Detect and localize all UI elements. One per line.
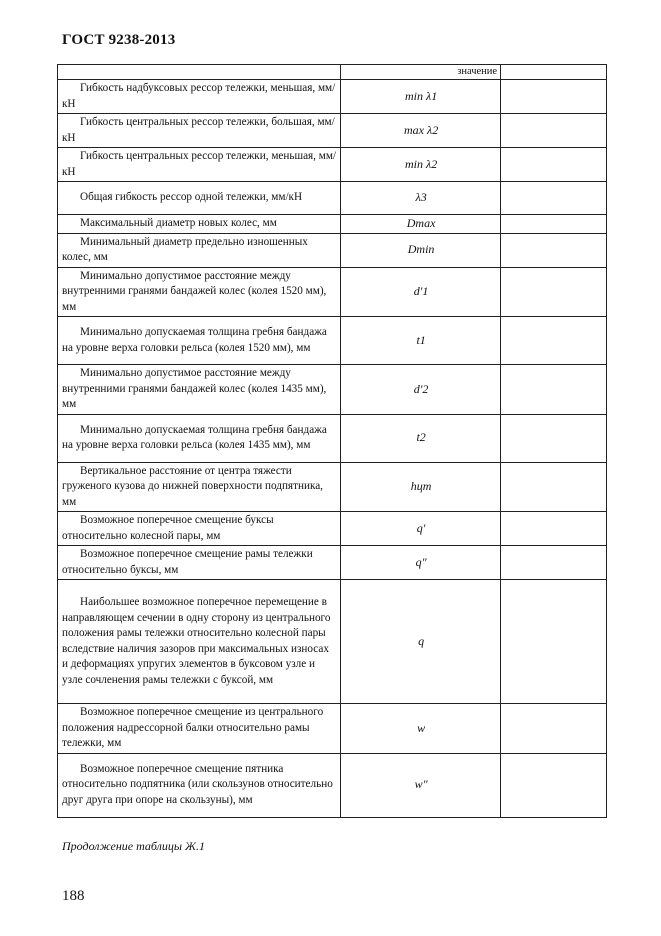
row-symbol: w (341, 704, 501, 754)
row-value (501, 753, 607, 817)
table-row (58, 546, 607, 580)
row-value (501, 267, 607, 317)
row-symbol: t2 (341, 414, 501, 462)
table-row (58, 753, 607, 817)
table-row (58, 414, 607, 462)
table-row (58, 233, 607, 267)
row-label: Минимальный диаметр предельно изношенных колес, мм (58, 233, 341, 267)
row-symbol: q (341, 580, 501, 704)
row-label: Общая гибкость рессор одной тележки, мм/кН (58, 182, 341, 215)
row-value (501, 546, 607, 580)
page-number: 188 (62, 888, 85, 904)
row-symbol: λ3 (341, 182, 501, 215)
document-header: ГОСТ 9238-2013 (62, 32, 176, 48)
row-label: Минимально допускаемая толщина гребня бандажа на уровне верха головки рельса (колея 1435 мм), мм (58, 414, 341, 462)
table-row (58, 215, 607, 234)
row-label: Минимально допускаемая толщина гребня бандажа на уровне верха головки рельса (колея 1520 мм), мм (58, 317, 341, 365)
table-row (58, 317, 607, 365)
row-value (501, 414, 607, 462)
row-symbol: Dmax (341, 215, 501, 234)
row-label: Максимальный диаметр новых колес, мм (58, 215, 341, 234)
row-value (501, 215, 607, 234)
table-row (58, 182, 607, 215)
row-symbol: Dmin (341, 233, 501, 267)
row-value (501, 114, 607, 148)
value-column-header: значение (341, 65, 501, 80)
table-row (58, 365, 607, 415)
table-row (58, 267, 607, 317)
row-symbol: min λ2 (341, 148, 501, 182)
row-value (501, 704, 607, 754)
row-label: Минимально допустимое расстояние между внутренними гранями бандажей колес (колея 1435 мм), мм (58, 365, 341, 415)
row-label: Вертикальное расстояние от центра тяжести груженого кузова до нижней поверхности подпятника, мм (58, 462, 341, 512)
row-value (501, 580, 607, 704)
table-row (58, 462, 607, 512)
row-value (501, 365, 607, 415)
row-label: Гибкость центральных рессор тележки, меньшая, мм/кН (58, 148, 341, 182)
row-label: Возможное поперечное смещение буксы относительно колесной пары, мм (58, 512, 341, 546)
row-symbol: t1 (341, 317, 501, 365)
row-value (501, 512, 607, 546)
row-value (501, 317, 607, 365)
row-label: Гибкость надбуксовых рессор тележки, меньшая, мм/кН (58, 80, 341, 114)
row-symbol: hцт (341, 462, 501, 512)
row-value (501, 233, 607, 267)
table-row (58, 580, 607, 704)
row-symbol: q′ (341, 512, 501, 546)
table-row (58, 80, 607, 114)
table-row (58, 114, 607, 148)
table-continuation-note: Продолжение таблицы Ж.1 (62, 839, 206, 853)
row-symbol: max λ2 (341, 114, 501, 148)
row-symbol: min λ1 (341, 80, 501, 114)
row-symbol: w″ (341, 753, 501, 817)
row-symbol: d′2 (341, 365, 501, 415)
row-value (501, 148, 607, 182)
row-label: Наибольшее возможное поперечное перемещение в направляющем сечении в одну сторону из центрального положения рамы тележки относительно колесной пары вследствие наличия зазоров при максимальных износах и деформациях упругих элементов в буксовом узле и узле сочленения рамы тележки с буксой, мм (58, 580, 341, 704)
row-label: Гибкость центральных рессор тележки, большая, мм/кН (58, 114, 341, 148)
table-row (58, 148, 607, 182)
row-label: Возможное поперечное смещение из центрального положения надрессорной балки относительно рамы тележки, мм (58, 704, 341, 754)
row-symbol: d′1 (341, 267, 501, 317)
row-value (501, 182, 607, 215)
table-header-row (58, 65, 607, 80)
row-label: Минимально допустимое расстояние между внутренними гранями бандажей колес (колея 1520 мм), мм (58, 267, 341, 317)
row-label: Возможное поперечное смещение пятника относительно подпятника (или скользунов относительно друг друга при опоре на скользуны), мм (58, 753, 341, 817)
parameters-table (57, 64, 607, 818)
table-row (58, 512, 607, 546)
row-value (501, 80, 607, 114)
row-value (501, 462, 607, 512)
row-label: Возможное поперечное смещение рамы тележки относительно буксы, мм (58, 546, 341, 580)
table-row (58, 704, 607, 754)
row-symbol: q″ (341, 546, 501, 580)
